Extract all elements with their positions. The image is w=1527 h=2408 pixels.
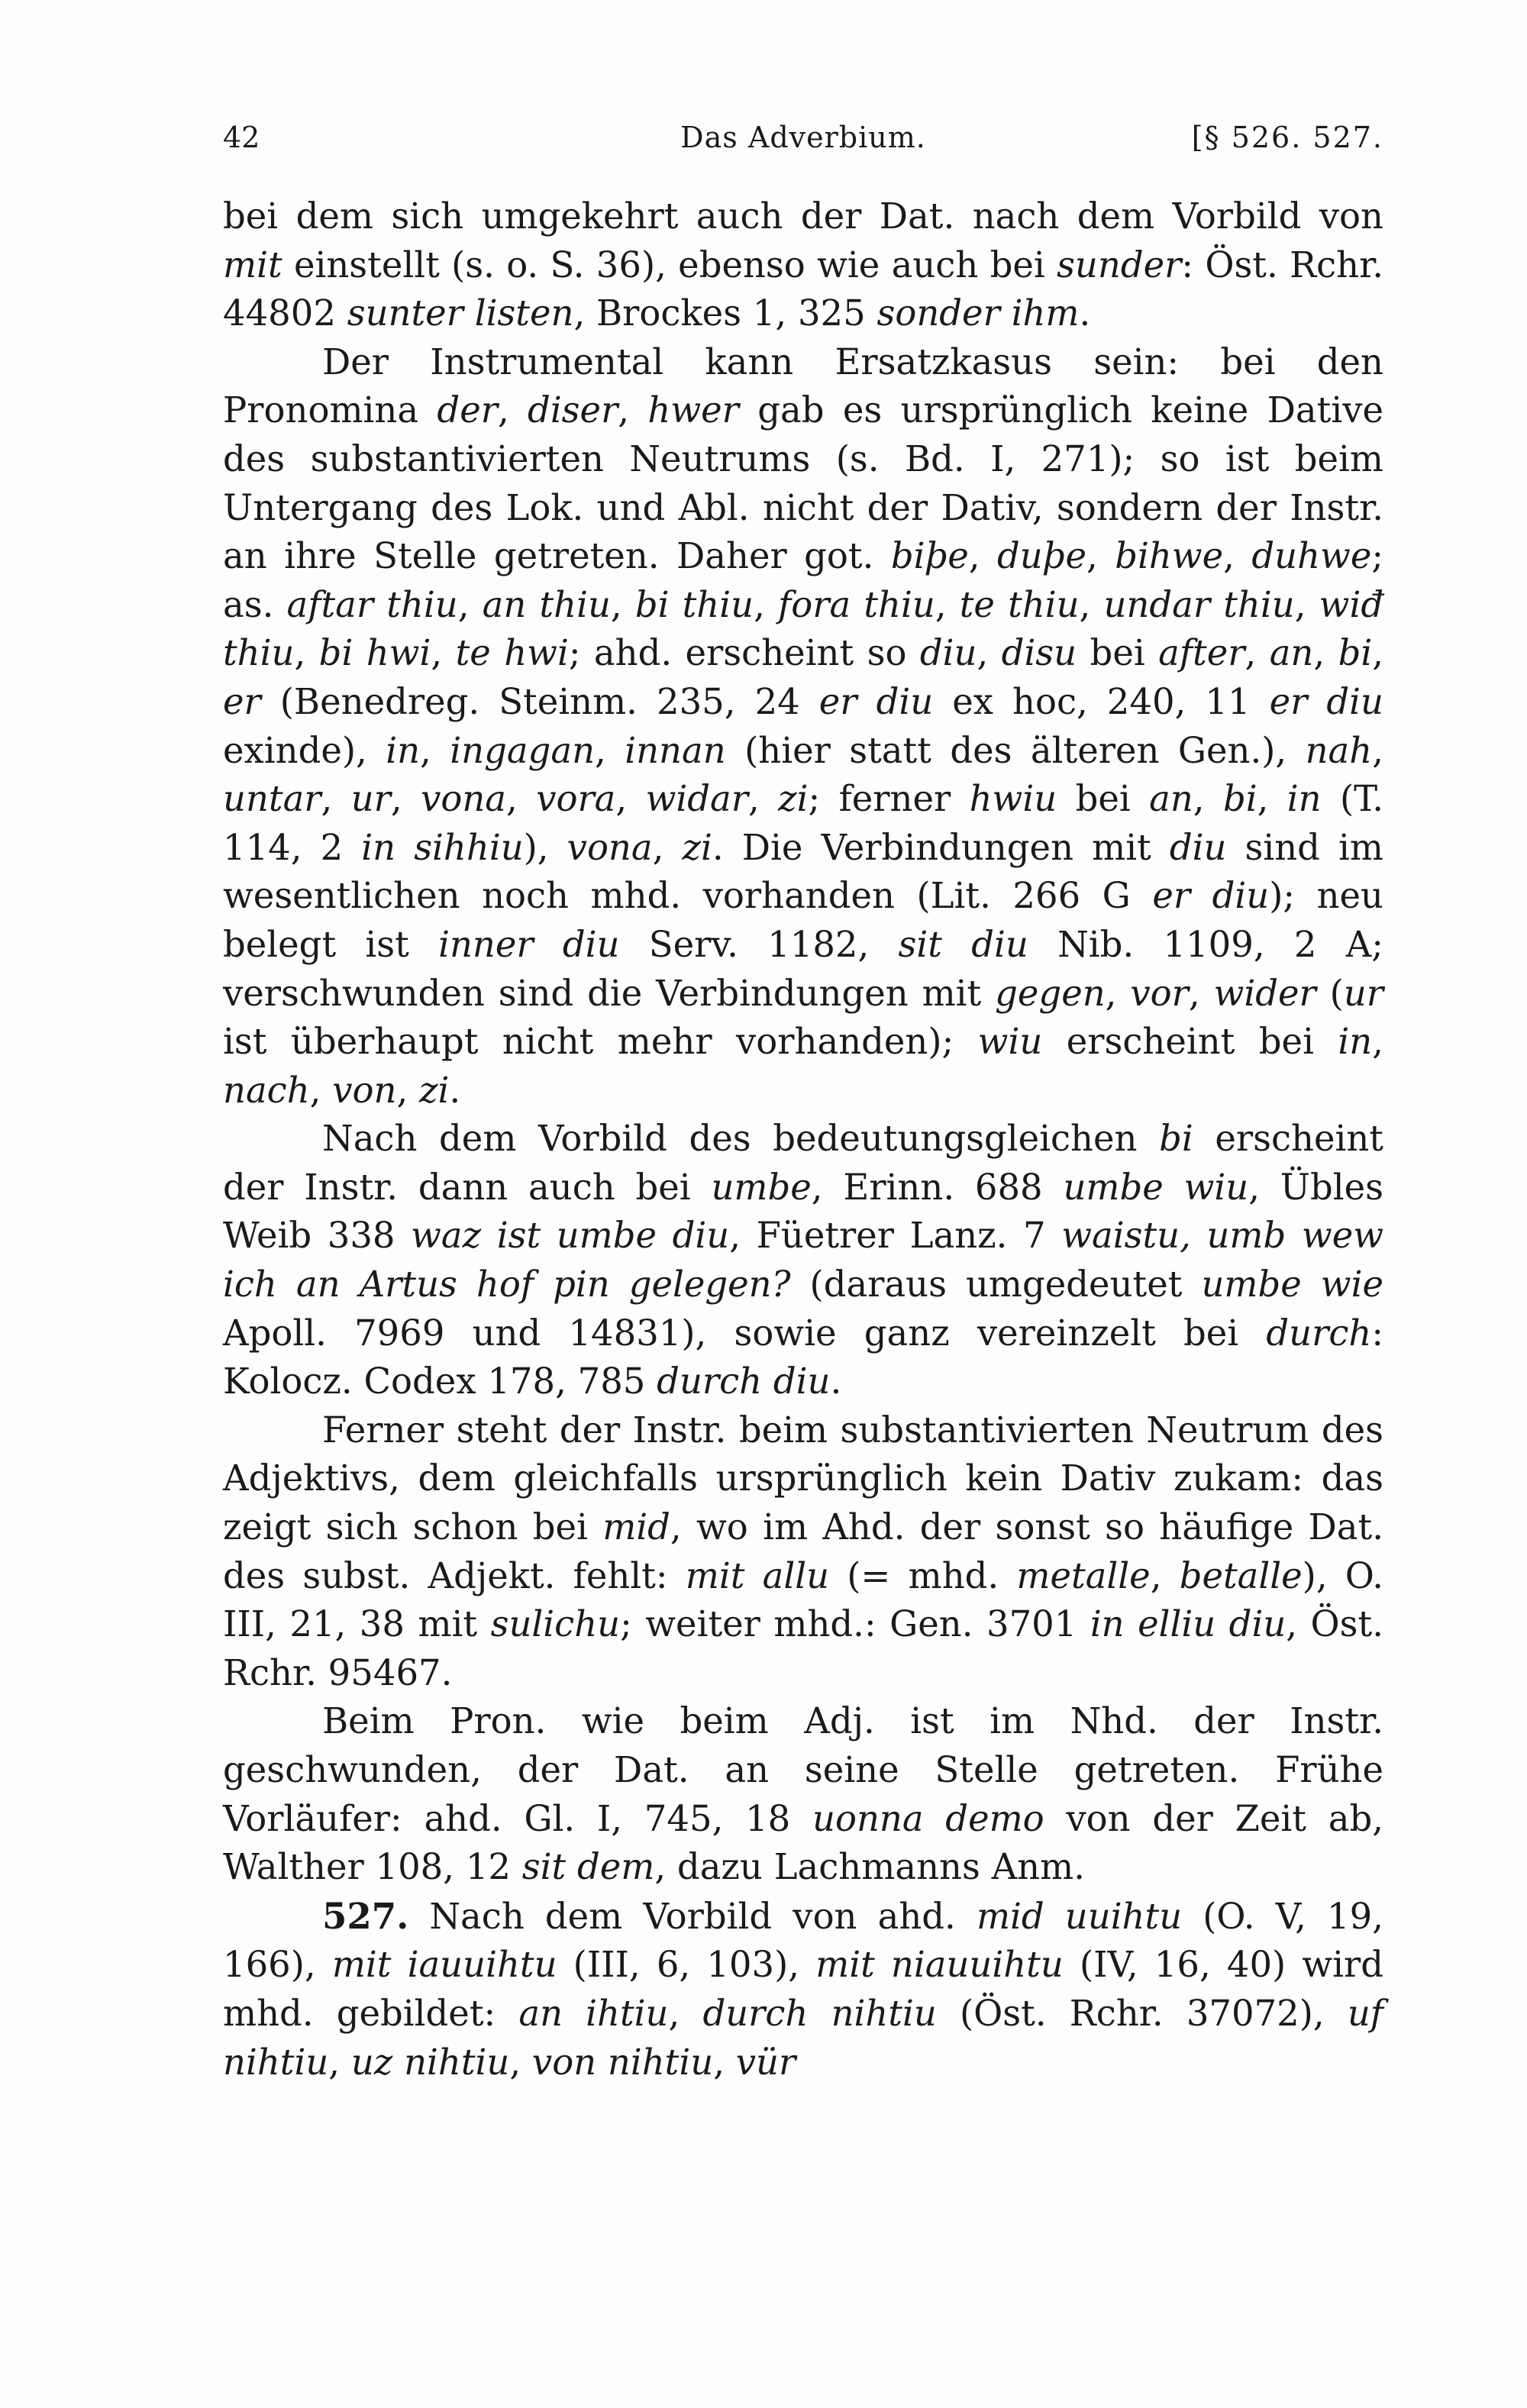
- italic-term: von: [332, 1069, 397, 1111]
- text-run: , Übles Weib 338: [223, 1166, 1383, 1257]
- text-run: , dazu Lachmanns Anm.: [654, 1846, 1086, 1888]
- italic-term: waistu, umb wew ich an Artus hof pin gelegen?: [223, 1215, 1384, 1306]
- italic-term: an: [1269, 632, 1314, 674]
- section-number: 527.: [322, 1894, 409, 1937]
- italic-term: wiđ thiu: [223, 583, 1384, 674]
- paragraph: [223, 1406, 1383, 1698]
- text-run: Der Instrumental kann Ersatzkasus sein: bei den Pronomina: [223, 341, 1383, 431]
- italic-term: bihwe: [1115, 535, 1224, 577]
- italic-term: vona: [421, 778, 507, 820]
- italic-term: in: [1338, 1021, 1373, 1063]
- text-run: Beim Pron. wie beim Adj. ist im Nhd. der Instr. geschwunden, der Dat. an seine Stelle getreten. Frühe Vorläufer: ahd. Gl. I, 745, 18: [223, 1700, 1383, 1839]
- text-run: ,: [396, 1069, 420, 1111]
- italic-term: zi: [778, 778, 809, 820]
- italic-term: uf nihtiu: [223, 1992, 1384, 2083]
- italic-term: bi: [1159, 1118, 1193, 1160]
- italic-term: er diu: [1152, 875, 1270, 917]
- text-run: (O. V, 19, 166),: [223, 1895, 1383, 1986]
- italic-term: ingagan: [450, 729, 596, 771]
- italic-term: ur: [350, 778, 391, 820]
- text-run: ,: [506, 778, 537, 820]
- italic-term: er: [223, 680, 261, 722]
- text-run: , Füetrer Lanz. 7: [729, 1215, 1062, 1257]
- text-run: erscheint der Instr. dann auch bei: [223, 1118, 1383, 1208]
- text-run: ,: [1313, 632, 1338, 674]
- italic-term: diser: [528, 389, 618, 431]
- text-run: ,: [1294, 583, 1319, 625]
- text-run: ,: [1105, 972, 1131, 1014]
- italic-term: innan: [625, 729, 726, 771]
- text-run: Serv. 1182,: [619, 923, 899, 965]
- italic-term: fora thiu: [778, 583, 935, 625]
- text-run: einstellt (s. o. S. 36), ebenso wie auch bei: [282, 244, 1057, 286]
- paragraph: [223, 1115, 1383, 1406]
- italic-term: after: [1158, 632, 1245, 674]
- italic-term: hwiu: [969, 778, 1057, 820]
- text-run: ,: [754, 583, 779, 625]
- italic-term: waz ist umbe diu: [411, 1215, 730, 1257]
- italic-term: mid: [602, 1506, 670, 1548]
- italic-term: nach: [223, 1069, 310, 1111]
- italic-term: undar thiu: [1103, 583, 1295, 625]
- text-run: ,: [328, 2041, 351, 2083]
- italic-term: zi: [419, 1069, 450, 1111]
- italic-term: biþe: [890, 535, 969, 577]
- text-run: ), O. III, 21, 38 mit: [223, 1554, 1383, 1645]
- text-run: ,: [1372, 729, 1384, 771]
- text-run: ,: [509, 2041, 532, 2083]
- text-run: ,: [1372, 632, 1383, 674]
- italic-term: sit diu: [898, 923, 1028, 965]
- italic-term: untar: [223, 778, 321, 820]
- italic-term: in elliu diu: [1090, 1603, 1286, 1645]
- italic-term: wiu: [977, 1021, 1043, 1063]
- text-run: .: [449, 1069, 461, 1111]
- italic-term: durch diu: [657, 1361, 831, 1403]
- italic-term: an: [1149, 778, 1193, 820]
- text-run: Apoll. 7969 und 14831), sowie ganz vereinzelt bei: [223, 1312, 1267, 1354]
- text-run: erscheint bei: [1042, 1021, 1338, 1063]
- text-run: . Die Verbindungen mit: [712, 826, 1170, 868]
- italic-term: an ihtiu: [518, 1992, 669, 2034]
- text-run: bei: [1057, 778, 1150, 820]
- italic-term: mit niauuihtu: [815, 1944, 1064, 1986]
- text-run: ,: [390, 778, 421, 820]
- italic-term: betalle: [1179, 1554, 1303, 1596]
- text-run: ,: [935, 583, 960, 625]
- text-run: ,: [1079, 583, 1104, 625]
- paragraph: [223, 1697, 1383, 1891]
- italic-term: uz nihtiu: [350, 2041, 510, 2083]
- italic-term: vür: [735, 2041, 796, 2083]
- italic-term: umbe: [711, 1166, 812, 1208]
- italic-term: ur: [1343, 972, 1384, 1014]
- text-run: Nach dem Vorbild des bedeutungsgleichen: [322, 1118, 1160, 1160]
- italic-term: an thiu: [482, 583, 611, 625]
- italic-term: te thiu: [959, 583, 1080, 625]
- text-run: ,: [610, 583, 635, 625]
- text-run: ,: [420, 729, 450, 771]
- italic-term: er diu: [818, 680, 934, 722]
- text-run: , Brockes 1, 325: [573, 292, 877, 334]
- italic-term: bi thiu: [634, 583, 754, 625]
- running-header: [223, 115, 1383, 160]
- italic-term: sonder ihm: [876, 292, 1080, 334]
- paragraph: [223, 1892, 1383, 2087]
- text-run: ,: [595, 729, 625, 771]
- text-run: ,: [1223, 535, 1252, 577]
- text-run: ,: [431, 632, 456, 674]
- paragraph: [223, 192, 1383, 338]
- italic-term: sunter listen: [347, 292, 574, 334]
- text-run: (III, 6, 103),: [557, 1944, 816, 1986]
- italic-term: durch: [1266, 1312, 1372, 1354]
- italic-term: te hwi: [455, 632, 569, 674]
- text-run: sind im wesentlichen noch mhd. vorhanden (Lit. 266 G: [223, 826, 1383, 917]
- text-run: ,: [497, 389, 528, 431]
- italic-term: metalle: [1016, 1554, 1151, 1596]
- italic-term: inner diu: [438, 923, 620, 965]
- text-run: ; ferner: [808, 778, 970, 820]
- text-run: ,: [713, 2041, 736, 2083]
- italic-term: in: [1286, 778, 1322, 820]
- text-run: ,: [1372, 1021, 1384, 1063]
- text-run: ; as.: [223, 535, 1384, 625]
- text-run: ,: [618, 389, 648, 431]
- italic-term: mit allu: [685, 1554, 830, 1596]
- text-run: .: [1079, 292, 1091, 334]
- italic-term: diu: [919, 632, 977, 674]
- text-run: ,: [457, 583, 483, 625]
- text-run: (hier statt des älteren Gen.),: [725, 729, 1306, 771]
- text-run: (T. 114, 2: [223, 778, 1384, 868]
- running-title: Das Adverbium.: [680, 121, 926, 154]
- text-run: ,: [652, 826, 683, 868]
- italic-term: duþe: [996, 535, 1086, 577]
- text-run: exinde),: [223, 729, 386, 771]
- text-run: ,: [1257, 778, 1287, 820]
- italic-term: von nihtiu: [531, 2041, 714, 2083]
- italic-term: bi: [1222, 778, 1257, 820]
- italic-term: vor: [1130, 972, 1189, 1014]
- italic-term: aftar thiu: [286, 583, 458, 625]
- text-run: ,: [1245, 632, 1270, 674]
- text-run: ,: [1086, 535, 1115, 577]
- text-run: (= mhd.: [829, 1554, 1017, 1596]
- text-run: bei dem sich umgekehrt auch der Dat. nach dem Vorbild von: [223, 195, 1383, 237]
- text-run: : Kolocz. Codex 178, 785: [223, 1312, 1383, 1403]
- text-run: ,: [968, 535, 997, 577]
- text-run: ,: [615, 778, 646, 820]
- text-run: (: [1316, 972, 1344, 1014]
- italic-term: mit iauuihtu: [331, 1944, 557, 1986]
- italic-term: vora: [536, 778, 616, 820]
- text-run: von der Zeit ab, Walther 108, 12: [223, 1797, 1383, 1888]
- italic-term: zi: [682, 826, 712, 868]
- paragraph: [223, 338, 1383, 1115]
- italic-term: in: [386, 729, 421, 771]
- italic-term: bi: [1338, 632, 1373, 674]
- text-run: ,: [1193, 778, 1223, 820]
- text-run: (IV, 16, 40) wird mhd. gebildet:: [223, 1944, 1383, 2034]
- italic-term: mid uuihtu: [976, 1895, 1183, 1937]
- italic-term: umbe wie: [1201, 1264, 1383, 1306]
- italic-term: gegen: [995, 972, 1106, 1014]
- italic-term: umbe wiu: [1063, 1166, 1249, 1208]
- italic-term: diu: [1169, 826, 1227, 868]
- italic-term: disu: [1001, 632, 1077, 674]
- italic-term: nah: [1305, 729, 1373, 771]
- text-run: (Benedreg. Steinm. 235, 24: [260, 680, 819, 722]
- text-run: ,: [321, 778, 351, 820]
- text-run: ,: [294, 632, 319, 674]
- text-run: gab es ursprünglich keine Dative des substantivierten Neutrums (s. Bd. I, 271); so ist beim Untergang des Lok. und Abl. nicht der Dativ, sondern der Instr. an ihre Stelle getreten. Daher got.: [223, 389, 1383, 577]
- text-run: ,: [1188, 972, 1214, 1014]
- text-run: .: [830, 1361, 842, 1403]
- text-run: ,: [977, 632, 1002, 674]
- section-reference: [§ 526. 527.: [1191, 121, 1383, 154]
- italic-term: in sihhiu: [361, 826, 524, 868]
- text-run: Nach dem Vorbild von ahd.: [408, 1895, 977, 1937]
- italic-term: duhwe: [1251, 535, 1372, 577]
- italic-term: er diu: [1269, 680, 1383, 722]
- italic-term: mit: [223, 244, 282, 286]
- page-number: 42: [223, 121, 260, 154]
- text-run: ,: [668, 1992, 703, 2034]
- italic-term: vona: [567, 826, 653, 868]
- italic-term: bi hwi: [318, 632, 431, 674]
- page-body: [223, 192, 1383, 2087]
- text-run: ),: [523, 826, 567, 868]
- text-run: : Öst. Rchr. 44802: [223, 244, 1383, 334]
- italic-term: hwer: [647, 389, 739, 431]
- text-run: ,: [1150, 1554, 1180, 1596]
- text-run: (daraus umgedeutet: [790, 1264, 1202, 1306]
- text-run: , Erinn. 688: [811, 1166, 1064, 1208]
- text-run: ; ahd. erscheint so: [568, 632, 920, 674]
- text-run: ; weiter mhd.: Gen. 3701: [620, 1603, 1090, 1645]
- italic-term: durch nihtiu: [702, 1992, 937, 2034]
- text-run: ,: [747, 778, 779, 820]
- italic-term: der: [437, 389, 498, 431]
- text-run: , Öst. Rchr. 95467.: [223, 1603, 1383, 1693]
- text-run: ); neu belegt ist: [223, 875, 1383, 965]
- text-run: Nib. 1109, 2 A; verschwunden sind die Verbindungen mit: [223, 923, 1383, 1014]
- italic-term: sunder: [1057, 244, 1182, 286]
- text-run: ,: [309, 1069, 333, 1111]
- italic-term: widar: [645, 778, 748, 820]
- italic-term: uonna demo: [812, 1797, 1044, 1839]
- text-run: Ferner steht der Instr. beim substantivierten Neutrum des Adjektivs, dem gleichfalls ursprünglich kein Dativ zukam: das zeigt sich schon bei: [223, 1409, 1383, 1548]
- italic-term: wider: [1213, 972, 1316, 1014]
- italic-term: sit dem: [521, 1846, 655, 1888]
- text-run: (Öst. Rchr. 37072),: [936, 1992, 1348, 2034]
- italic-term: sulichu: [490, 1603, 621, 1645]
- text-run: , wo im Ahd. der sonst so häufige Dat. des subst. Adjekt. fehlt:: [223, 1506, 1383, 1596]
- text-run: bei: [1077, 632, 1159, 674]
- text-run: ist überhaupt nicht mehr vorhanden);: [223, 1021, 978, 1063]
- text-run: ex hoc, 240, 11: [933, 680, 1270, 722]
